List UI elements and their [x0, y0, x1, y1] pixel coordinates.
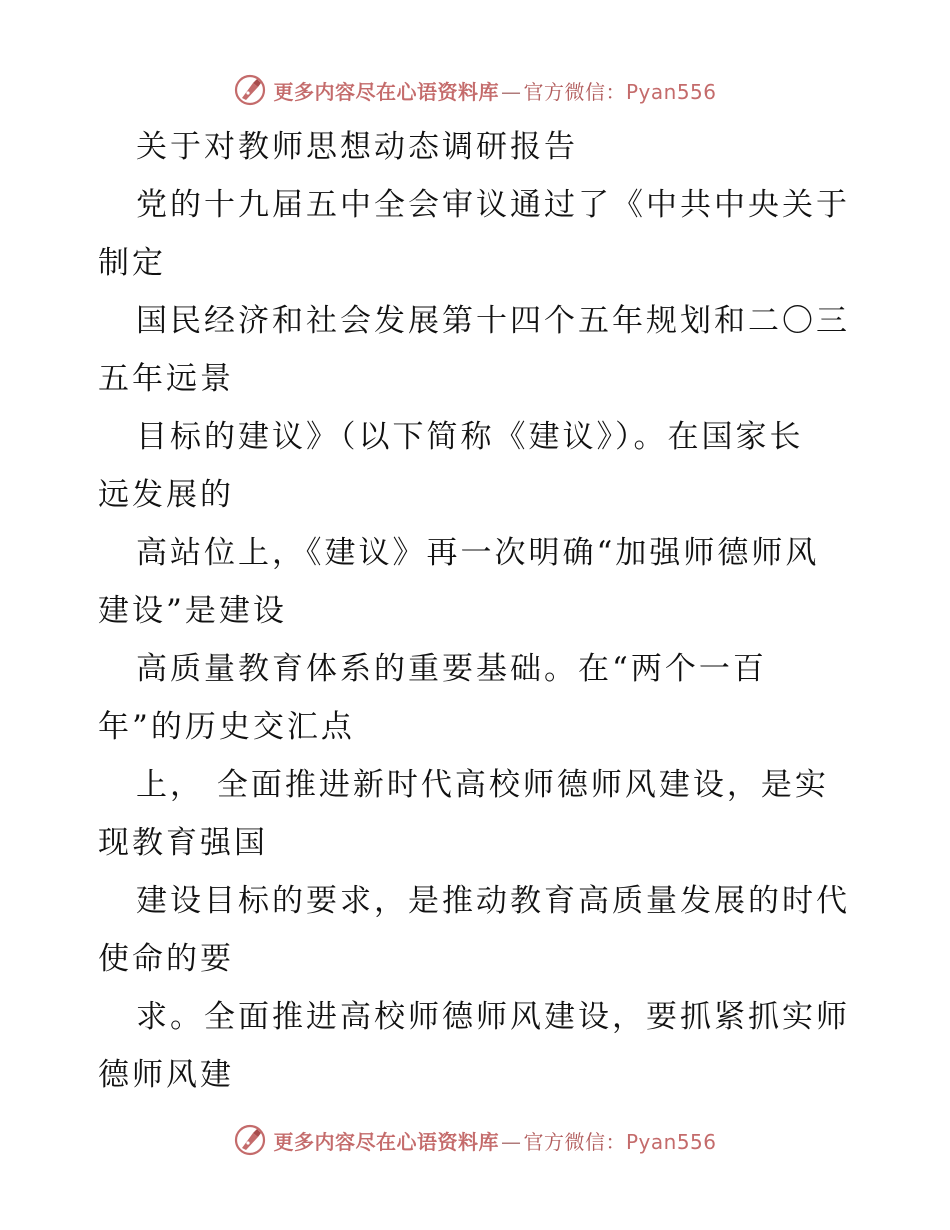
text-line: 建设目标的要求，是推动教育高质量发展的时代 — [136, 883, 850, 919]
document-title: 关于对教师思想动态调研报告 — [136, 129, 578, 165]
text-line: 目标的建议》（以下简称《建议》）。在国家长 — [136, 419, 804, 455]
text-line: 现教育强国 — [98, 825, 268, 861]
header-banner-main: 更多内容尽在心语资料库 — [273, 79, 499, 104]
text-line: 党的十九届五中全会审议通过了《中共中央关于 — [136, 187, 850, 223]
text-line: 年”的历史交汇点 — [98, 709, 355, 745]
text-line: 使命的要 — [98, 941, 234, 977]
footer-banner-wechat: 官方微信： — [523, 1129, 626, 1154]
document-body — [98, 118, 858, 1104]
text-line: 远发展的 — [98, 477, 234, 513]
pen-nib-logo-icon — [233, 1123, 267, 1157]
pen-nib-logo-icon — [233, 73, 267, 107]
footer-banner-dash: — — [500, 1129, 522, 1154]
text-line: 求。全面推进高校师德师风建设，要抓紧抓实师 — [136, 999, 850, 1035]
header-banner-dash: — — [500, 79, 522, 104]
text-line: 高站位上，《建议》再一次明确“加强师德师风 — [136, 535, 820, 571]
footer-banner-id: Pyan556 — [625, 1129, 717, 1154]
text-line: 德师风建 — [98, 1057, 234, 1093]
text-line: 建设”是建设 — [98, 593, 287, 629]
text-line: 制定 — [98, 245, 166, 281]
header-banner-id: Pyan556 — [625, 79, 717, 104]
text-line: 高质量教育体系的重要基础。在“两个一百 — [136, 651, 767, 687]
text-line: 国民经济和社会发展第十四个五年规划和二〇三 — [136, 303, 850, 339]
footer-banner — [0, 1120, 950, 1160]
footer-banner-text — [273, 1126, 716, 1155]
footer-banner-main: 更多内容尽在心语资料库 — [273, 1129, 499, 1154]
text-line: 五年远景 — [98, 361, 234, 397]
header-banner-text — [273, 76, 716, 105]
header-banner — [0, 70, 950, 110]
text-line: 上， 全面推进新时代高校师德师风建设，是实 — [136, 767, 829, 803]
header-banner-wechat: 官方微信： — [523, 79, 626, 104]
